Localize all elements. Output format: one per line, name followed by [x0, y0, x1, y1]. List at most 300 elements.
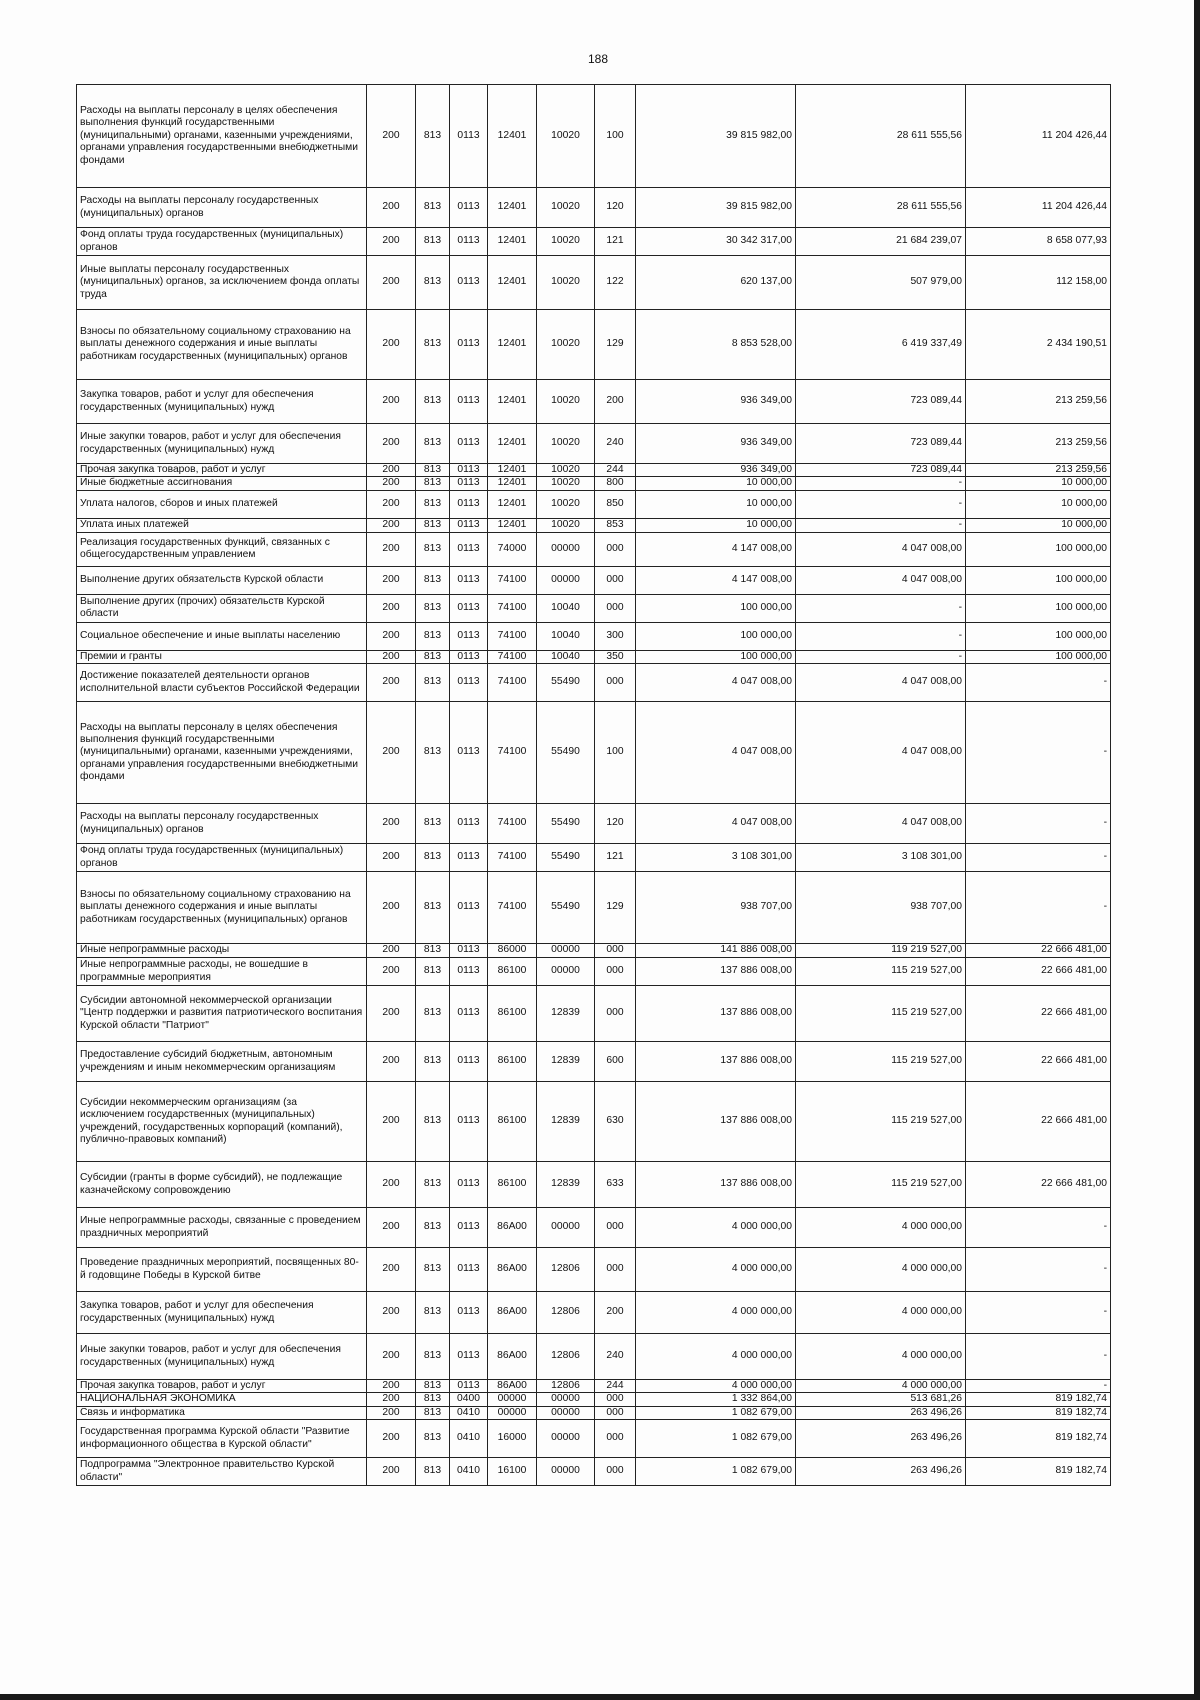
row-code-6: 121 [595, 844, 636, 872]
row-code-2: 813 [416, 958, 450, 986]
row-code-6: 200 [595, 1292, 636, 1334]
row-code-3: 0113 [450, 958, 488, 986]
row-value-3: 819 182,74 [966, 1458, 1111, 1486]
row-value-1: 141 886 008,00 [636, 944, 796, 958]
row-code-6: 000 [595, 944, 636, 958]
row-code-4: 74100 [488, 650, 537, 663]
row-code-2: 813 [416, 1042, 450, 1082]
row-name: Предоставление субсидий бюджетным, автономным учреждениям и иным некоммерческим организациям [77, 1042, 367, 1082]
row-value-3: 22 666 481,00 [966, 986, 1111, 1042]
row-value-2: 723 089,44 [796, 424, 966, 464]
row-code-3: 0113 [450, 1208, 488, 1248]
row-code-4: 74000 [488, 532, 537, 566]
row-code-3: 0113 [450, 944, 488, 958]
row-value-1: 4 000 000,00 [636, 1380, 796, 1393]
row-code-1: 200 [367, 518, 416, 532]
row-value-2: - [796, 594, 966, 622]
scan-edge-bottom [0, 1694, 1200, 1700]
row-code-3: 0113 [450, 650, 488, 663]
row-code-1: 200 [367, 1208, 416, 1248]
row-code-5: 00000 [537, 944, 595, 958]
table-row [77, 1334, 1111, 1380]
table-row [77, 1406, 1111, 1419]
row-code-3: 0113 [450, 310, 488, 380]
row-name: Социальное обеспечение и иные выплаты населению [77, 622, 367, 650]
row-value-3: - [966, 1248, 1111, 1292]
row-name: Фонд оплаты труда государственных (муниципальных) органов [77, 228, 367, 256]
table-row [77, 804, 1111, 844]
row-code-6: 100 [595, 702, 636, 804]
row-name: Государственная программа Курской области "Развитие информационного общества в Курской области" [77, 1420, 367, 1458]
row-value-3: 22 666 481,00 [966, 944, 1111, 958]
row-value-2: 4 047 008,00 [796, 664, 966, 702]
row-code-2: 813 [416, 622, 450, 650]
row-code-5: 00000 [537, 1208, 595, 1248]
row-code-6: 600 [595, 1042, 636, 1082]
row-code-3: 0113 [450, 1082, 488, 1162]
row-code-2: 813 [416, 1208, 450, 1248]
row-code-3: 0113 [450, 85, 488, 188]
row-code-6: 244 [595, 464, 636, 477]
row-value-2: 263 496,26 [796, 1406, 966, 1419]
row-value-2: 4 047 008,00 [796, 532, 966, 566]
row-value-3: 819 182,74 [966, 1393, 1111, 1406]
row-value-2: 6 419 337,49 [796, 310, 966, 380]
row-code-6: 000 [595, 594, 636, 622]
row-value-1: 1 082 679,00 [636, 1406, 796, 1419]
table-row [77, 594, 1111, 622]
row-code-4: 12401 [488, 424, 537, 464]
row-code-5: 10020 [537, 424, 595, 464]
table-row [77, 532, 1111, 566]
row-code-3: 0113 [450, 986, 488, 1042]
row-name: Иные непрограммные расходы, не вошедшие в программные мероприятия [77, 958, 367, 986]
row-code-1: 200 [367, 944, 416, 958]
row-name: Субсидии (гранты в форме субсидий), не подлежащие казначейскому сопровождению [77, 1162, 367, 1208]
row-code-1: 200 [367, 1042, 416, 1082]
row-value-3: 100 000,00 [966, 594, 1111, 622]
row-name: Реализация государственных функций, связанных с общегосударственным управлением [77, 532, 367, 566]
row-value-1: 620 137,00 [636, 256, 796, 310]
row-code-2: 813 [416, 256, 450, 310]
table-row [77, 188, 1111, 228]
budget-table-body [77, 85, 1111, 1486]
row-code-4: 86А00 [488, 1248, 537, 1292]
table-row [77, 1162, 1111, 1208]
table-row [77, 424, 1111, 464]
row-value-1: 137 886 008,00 [636, 1082, 796, 1162]
row-code-2: 813 [416, 424, 450, 464]
row-code-5: 10020 [537, 464, 595, 477]
row-value-3: - [966, 664, 1111, 702]
row-code-4: 12401 [488, 380, 537, 424]
row-code-2: 813 [416, 1458, 450, 1486]
row-code-4: 74100 [488, 844, 537, 872]
row-name: Иные выплаты персоналу государственных (муниципальных) органов, за исключением фонда оплаты труда [77, 256, 367, 310]
row-code-2: 813 [416, 228, 450, 256]
row-code-6: 630 [595, 1082, 636, 1162]
table-row [77, 256, 1111, 310]
row-code-1: 200 [367, 804, 416, 844]
row-code-3: 0113 [450, 490, 488, 518]
row-code-5: 55490 [537, 664, 595, 702]
row-value-3: - [966, 1380, 1111, 1393]
row-code-4: 16000 [488, 1420, 537, 1458]
row-name: Проведение праздничных мероприятий, посвященных 80-й годовщине Победы в Курской битве [77, 1248, 367, 1292]
table-row [77, 650, 1111, 663]
row-value-2: - [796, 477, 966, 490]
row-code-1: 200 [367, 424, 416, 464]
row-value-3: 100 000,00 [966, 566, 1111, 594]
row-name: Расходы на выплаты персоналу в целях обеспечения выполнения функций государственными (муниципальными) органами, казенными учреждениями, органами управления государственными внебюджетными фондами [77, 85, 367, 188]
row-code-3: 0410 [450, 1458, 488, 1486]
row-value-3: - [966, 702, 1111, 804]
row-value-1: 4 147 008,00 [636, 532, 796, 566]
row-code-1: 200 [367, 532, 416, 566]
row-code-5: 00000 [537, 1406, 595, 1419]
row-value-1: 936 349,00 [636, 380, 796, 424]
row-name: Иные закупки товаров, работ и услуг для обеспечения государственных (муниципальных) нужд [77, 424, 367, 464]
table-row [77, 518, 1111, 532]
row-value-2: - [796, 622, 966, 650]
row-code-6: 000 [595, 1406, 636, 1419]
row-code-6: 000 [595, 958, 636, 986]
row-value-1: 3 108 301,00 [636, 844, 796, 872]
row-code-6: 121 [595, 228, 636, 256]
row-code-5: 12806 [537, 1292, 595, 1334]
row-code-6: 000 [595, 1248, 636, 1292]
row-code-6: 850 [595, 490, 636, 518]
table-row [77, 664, 1111, 702]
row-code-1: 200 [367, 256, 416, 310]
row-code-6: 200 [595, 380, 636, 424]
row-code-4: 12401 [488, 256, 537, 310]
table-row [77, 1082, 1111, 1162]
row-code-2: 813 [416, 85, 450, 188]
row-code-4: 12401 [488, 188, 537, 228]
row-value-1: 936 349,00 [636, 464, 796, 477]
row-name: Субсидии некоммерческим организациям (за исключением государственных (муниципальных) учреждений, государственных корпораций (компаний), публично-правовых компаний) [77, 1082, 367, 1162]
table-row [77, 958, 1111, 986]
row-code-1: 200 [367, 464, 416, 477]
row-code-4: 12401 [488, 490, 537, 518]
row-code-4: 86А00 [488, 1380, 537, 1393]
row-code-4: 12401 [488, 228, 537, 256]
row-code-3: 0113 [450, 1292, 488, 1334]
row-code-2: 813 [416, 1380, 450, 1393]
row-value-2: 4 000 000,00 [796, 1248, 966, 1292]
row-code-6: 000 [595, 986, 636, 1042]
row-code-2: 813 [416, 1082, 450, 1162]
row-value-3: 10 000,00 [966, 490, 1111, 518]
row-value-2: 263 496,26 [796, 1420, 966, 1458]
row-code-1: 200 [367, 188, 416, 228]
row-value-2: 4 000 000,00 [796, 1380, 966, 1393]
row-code-1: 200 [367, 844, 416, 872]
row-value-3: 100 000,00 [966, 622, 1111, 650]
row-code-3: 0113 [450, 477, 488, 490]
row-value-3: 22 666 481,00 [966, 1082, 1111, 1162]
row-code-6: 300 [595, 622, 636, 650]
row-value-1: 4 047 008,00 [636, 702, 796, 804]
table-row [77, 1420, 1111, 1458]
table-row [77, 380, 1111, 424]
row-code-3: 0113 [450, 380, 488, 424]
row-code-2: 813 [416, 650, 450, 663]
row-code-6: 244 [595, 1380, 636, 1393]
row-code-5: 55490 [537, 844, 595, 872]
row-code-5: 10020 [537, 188, 595, 228]
row-name: Закупка товаров, работ и услуг для обеспечения государственных (муниципальных) нужд [77, 380, 367, 424]
row-name: Выполнение других обязательств Курской области [77, 566, 367, 594]
row-code-1: 200 [367, 1334, 416, 1380]
row-value-2: 4 047 008,00 [796, 702, 966, 804]
row-code-3: 0113 [450, 188, 488, 228]
row-value-1: 30 342 317,00 [636, 228, 796, 256]
table-row [77, 1248, 1111, 1292]
row-code-1: 200 [367, 1380, 416, 1393]
row-value-1: 4 000 000,00 [636, 1334, 796, 1380]
row-name: Иные закупки товаров, работ и услуг для обеспечения государственных (муниципальных) нужд [77, 1334, 367, 1380]
row-code-4: 74100 [488, 872, 537, 944]
row-code-2: 813 [416, 594, 450, 622]
row-name: Расходы на выплаты персоналу государственных (муниципальных) органов [77, 804, 367, 844]
row-code-2: 813 [416, 518, 450, 532]
row-code-2: 813 [416, 664, 450, 702]
row-value-2: 4 000 000,00 [796, 1334, 966, 1380]
row-value-2: 115 219 527,00 [796, 958, 966, 986]
row-code-6: 120 [595, 804, 636, 844]
row-code-6: 240 [595, 424, 636, 464]
row-value-1: 10 000,00 [636, 518, 796, 532]
row-value-1: 137 886 008,00 [636, 1042, 796, 1082]
row-name: Связь и информатика [77, 1406, 367, 1419]
row-value-1: 10 000,00 [636, 477, 796, 490]
row-code-5: 10040 [537, 594, 595, 622]
row-code-1: 200 [367, 85, 416, 188]
table-row [77, 986, 1111, 1042]
row-name: Выполнение других (прочих) обязательств Курской области [77, 594, 367, 622]
row-name: Уплата налогов, сборов и иных платежей [77, 490, 367, 518]
row-code-3: 0113 [450, 1380, 488, 1393]
row-code-3: 0113 [450, 804, 488, 844]
row-value-1: 10 000,00 [636, 490, 796, 518]
row-value-2: 28 611 555,56 [796, 85, 966, 188]
row-code-5: 00000 [537, 1420, 595, 1458]
row-value-3: 100 000,00 [966, 650, 1111, 663]
row-code-5: 12806 [537, 1248, 595, 1292]
row-code-5: 00000 [537, 566, 595, 594]
row-code-2: 813 [416, 944, 450, 958]
row-value-2: 21 684 239,07 [796, 228, 966, 256]
row-code-5: 10020 [537, 85, 595, 188]
row-code-5: 10040 [537, 622, 595, 650]
row-value-3: 2 434 190,51 [966, 310, 1111, 380]
row-value-2: 723 089,44 [796, 380, 966, 424]
row-code-1: 200 [367, 872, 416, 944]
row-value-1: 100 000,00 [636, 594, 796, 622]
row-code-2: 813 [416, 844, 450, 872]
row-code-1: 200 [367, 958, 416, 986]
row-code-3: 0113 [450, 1334, 488, 1380]
scan-edge-right [1194, 0, 1200, 1700]
row-code-3: 0113 [450, 844, 488, 872]
table-row [77, 1292, 1111, 1334]
row-code-3: 0410 [450, 1420, 488, 1458]
row-name: Иные бюджетные ассигнования [77, 477, 367, 490]
row-name: Уплата иных платежей [77, 518, 367, 532]
row-code-3: 0113 [450, 1248, 488, 1292]
row-value-1: 4 000 000,00 [636, 1208, 796, 1248]
row-code-6: 000 [595, 532, 636, 566]
row-value-2: 513 681,26 [796, 1393, 966, 1406]
row-code-2: 813 [416, 1393, 450, 1406]
table-row [77, 490, 1111, 518]
row-code-5: 00000 [537, 1458, 595, 1486]
row-code-3: 0113 [450, 1042, 488, 1082]
row-code-1: 200 [367, 1162, 416, 1208]
row-value-1: 137 886 008,00 [636, 1162, 796, 1208]
row-name: Закупка товаров, работ и услуг для обеспечения государственных (муниципальных) нужд [77, 1292, 367, 1334]
row-code-4: 00000 [488, 1406, 537, 1419]
table-row [77, 1208, 1111, 1248]
row-code-6: 000 [595, 1458, 636, 1486]
table-row [77, 310, 1111, 380]
row-code-1: 200 [367, 702, 416, 804]
row-code-2: 813 [416, 872, 450, 944]
row-code-4: 86100 [488, 1082, 537, 1162]
row-code-3: 0400 [450, 1393, 488, 1406]
row-value-3: 10 000,00 [966, 477, 1111, 490]
row-code-4: 86100 [488, 986, 537, 1042]
row-code-5: 00000 [537, 1393, 595, 1406]
table-row [77, 1042, 1111, 1082]
row-code-2: 813 [416, 1334, 450, 1380]
row-code-3: 0113 [450, 1162, 488, 1208]
row-code-2: 813 [416, 532, 450, 566]
row-name: НАЦИОНАЛЬНАЯ ЭКОНОМИКА [77, 1393, 367, 1406]
row-value-3: 11 204 426,44 [966, 188, 1111, 228]
table-row [77, 477, 1111, 490]
row-code-6: 800 [595, 477, 636, 490]
row-code-6: 129 [595, 872, 636, 944]
row-name: Премии и гранты [77, 650, 367, 663]
table-row [77, 944, 1111, 958]
row-code-4: 86100 [488, 1042, 537, 1082]
row-code-1: 200 [367, 380, 416, 424]
row-code-3: 0113 [450, 256, 488, 310]
row-value-2: 507 979,00 [796, 256, 966, 310]
row-name: Подпрограмма "Электронное правительство Курской области" [77, 1458, 367, 1486]
table-row [77, 872, 1111, 944]
row-code-2: 813 [416, 1292, 450, 1334]
row-value-1: 1 332 864,00 [636, 1393, 796, 1406]
row-code-2: 813 [416, 1420, 450, 1458]
row-value-3: 819 182,74 [966, 1406, 1111, 1419]
row-code-5: 10020 [537, 477, 595, 490]
row-code-3: 0113 [450, 566, 488, 594]
row-value-3: 819 182,74 [966, 1420, 1111, 1458]
row-value-3: - [966, 1292, 1111, 1334]
row-code-1: 200 [367, 650, 416, 663]
row-code-3: 0113 [450, 702, 488, 804]
row-code-5: 10020 [537, 518, 595, 532]
row-code-1: 200 [367, 1248, 416, 1292]
row-code-5: 12839 [537, 1082, 595, 1162]
row-code-3: 0113 [450, 424, 488, 464]
row-code-1: 200 [367, 1458, 416, 1486]
row-code-1: 200 [367, 1406, 416, 1419]
row-value-3: 8 658 077,93 [966, 228, 1111, 256]
row-name: Прочая закупка товаров, работ и услуг [77, 1380, 367, 1393]
row-code-2: 813 [416, 986, 450, 1042]
row-code-6: 000 [595, 1393, 636, 1406]
row-code-6: 000 [595, 1208, 636, 1248]
row-code-1: 200 [367, 490, 416, 518]
row-value-3: - [966, 1334, 1111, 1380]
row-code-3: 0410 [450, 1406, 488, 1419]
row-code-4: 00000 [488, 1393, 537, 1406]
table-row [77, 1393, 1111, 1406]
row-code-3: 0113 [450, 622, 488, 650]
row-value-1: 1 082 679,00 [636, 1420, 796, 1458]
row-value-2: 28 611 555,56 [796, 188, 966, 228]
table-row [77, 1458, 1111, 1486]
row-value-1: 137 886 008,00 [636, 986, 796, 1042]
table-row [77, 566, 1111, 594]
row-code-5: 12806 [537, 1334, 595, 1380]
row-code-1: 200 [367, 477, 416, 490]
row-name: Фонд оплаты труда государственных (муниципальных) органов [77, 844, 367, 872]
row-code-4: 12401 [488, 477, 537, 490]
row-code-5: 00000 [537, 958, 595, 986]
row-code-2: 813 [416, 1406, 450, 1419]
row-code-1: 200 [367, 1393, 416, 1406]
row-value-1: 100 000,00 [636, 622, 796, 650]
row-value-2: 115 219 527,00 [796, 1082, 966, 1162]
row-code-4: 74100 [488, 566, 537, 594]
row-code-5: 12839 [537, 986, 595, 1042]
table-row [77, 702, 1111, 804]
row-value-3: 213 259,56 [966, 464, 1111, 477]
row-value-3: 213 259,56 [966, 424, 1111, 464]
row-value-3: - [966, 804, 1111, 844]
row-code-6: 000 [595, 664, 636, 702]
row-value-1: 39 815 982,00 [636, 188, 796, 228]
row-code-5: 10020 [537, 380, 595, 424]
row-code-4: 12401 [488, 85, 537, 188]
row-code-4: 16100 [488, 1458, 537, 1486]
row-code-4: 86А00 [488, 1292, 537, 1334]
row-code-4: 74100 [488, 702, 537, 804]
row-value-2: 723 089,44 [796, 464, 966, 477]
row-value-3: 10 000,00 [966, 518, 1111, 532]
row-code-2: 813 [416, 804, 450, 844]
table-row [77, 844, 1111, 872]
row-code-4: 74100 [488, 804, 537, 844]
row-code-5: 10020 [537, 490, 595, 518]
row-code-4: 86100 [488, 1162, 537, 1208]
row-value-3: - [966, 1208, 1111, 1248]
row-value-1: 4 147 008,00 [636, 566, 796, 594]
row-code-5: 00000 [537, 532, 595, 566]
row-value-3: 22 666 481,00 [966, 1162, 1111, 1208]
row-code-5: 12839 [537, 1042, 595, 1082]
row-code-5: 55490 [537, 702, 595, 804]
row-code-2: 813 [416, 380, 450, 424]
row-code-4: 86А00 [488, 1208, 537, 1248]
row-code-6: 240 [595, 1334, 636, 1380]
